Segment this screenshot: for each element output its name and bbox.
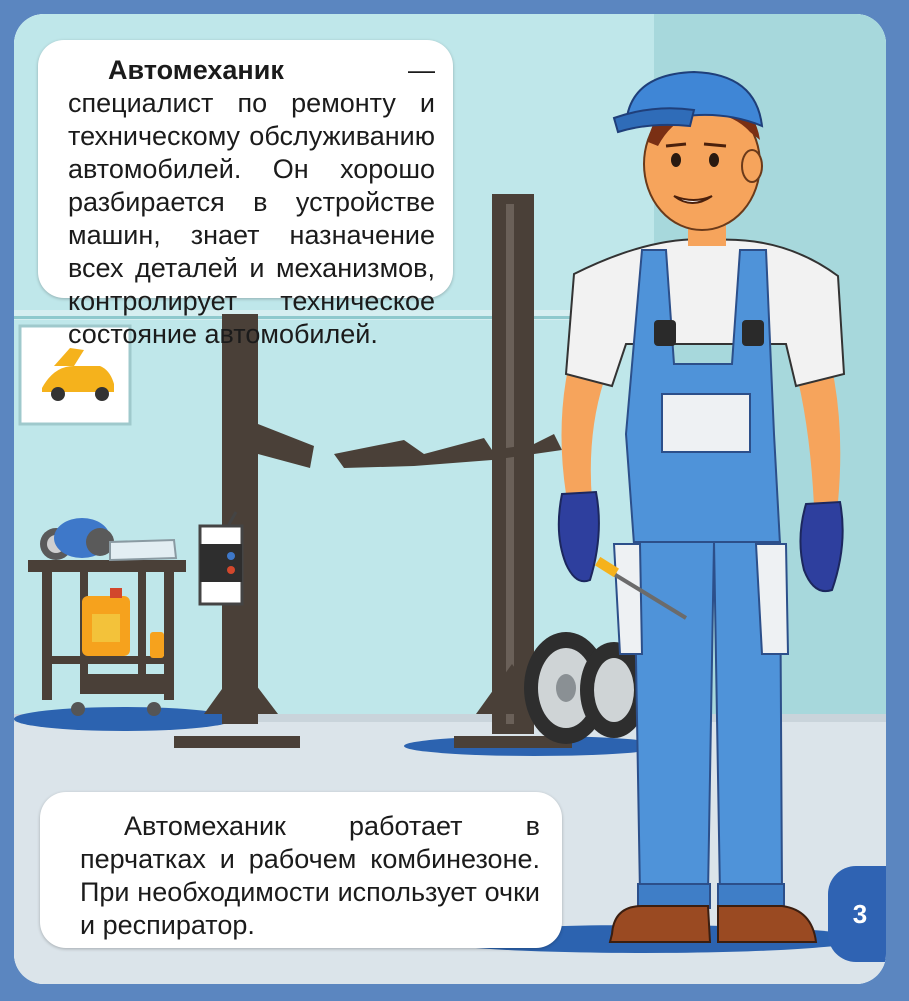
definition-text-box bbox=[38, 40, 453, 349]
equipment-text: Автомеханик работает в перчатках и рабочем комбинезоне. При необходимости использует очки и респиратор. bbox=[80, 811, 540, 940]
definition-text: — специалист по ремонту и техническому обслуживанию автомобилей. Он хорошо разбирается в устройстве машин, знает назначение всех деталей и механизмов, контролирует техническое состояние автомобилей. bbox=[68, 55, 435, 349]
page-number: 3 bbox=[828, 866, 886, 962]
profession-term: Автомеханик bbox=[108, 55, 284, 85]
equipment-text-box bbox=[40, 792, 562, 948]
page-frame bbox=[14, 14, 886, 984]
